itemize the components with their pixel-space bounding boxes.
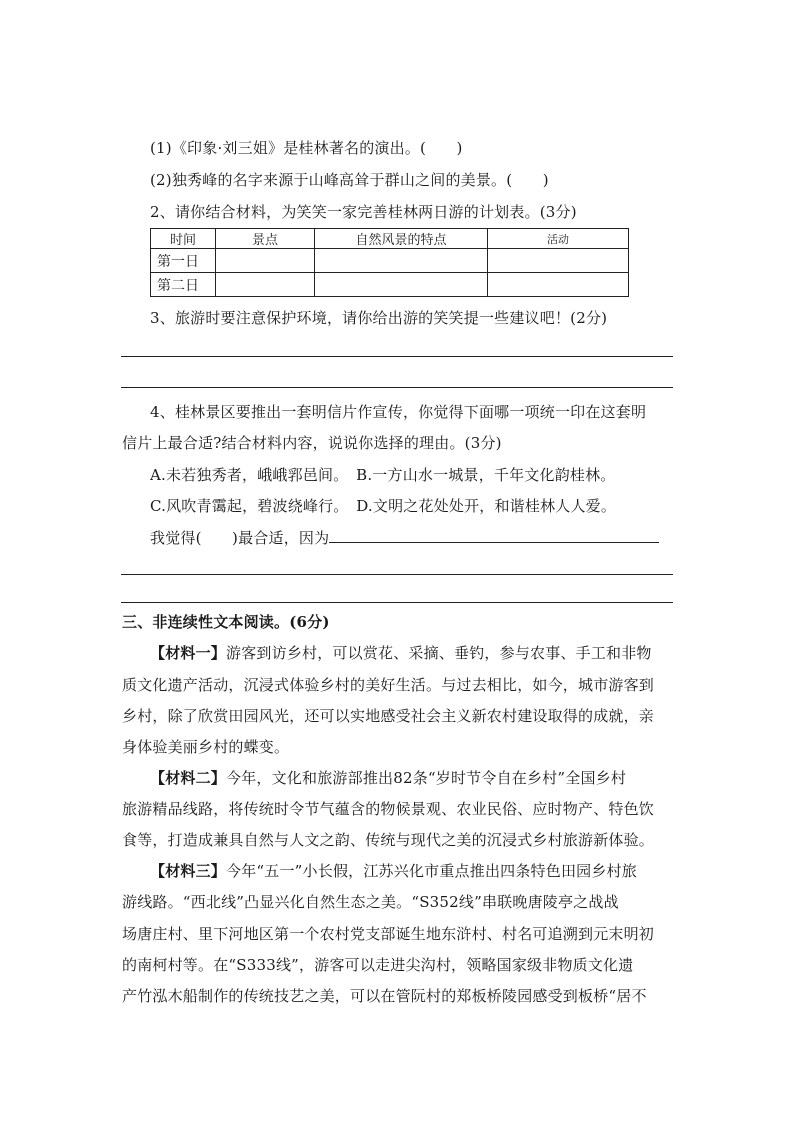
q2-prompt: 2、请你结合材料，为笑笑一家完善桂林两日游的计划表。(3分) — [150, 203, 577, 221]
trip-plan-table — [150, 228, 629, 297]
row-day-label: 第一日 — [151, 249, 216, 273]
material-3-line-3: 场唐庄村、里下河地区第一个农村党支部诞生地东浒村、村名可追溯到元末明初 — [122, 925, 655, 943]
material-1-line-2: 质文化遗产活动，沉浸式体验乡村的美好生活。与过去相比，如今，城市游客到 — [122, 676, 655, 694]
material-2-text: 今年，文化和旅游部推出82条“岁时节令自在乡村”全国乡村 — [226, 769, 627, 787]
header-activity: 活动 — [488, 229, 629, 249]
material-3-line-4: 的南柯村等。在“S333线”，游客可以走进尖沟村，领略国家级非物质文化遗 — [122, 956, 634, 974]
material-1-line-1 — [150, 643, 652, 663]
q4-prompt-line-1: 4、桂林景区要推出一套明信片作宣传，你觉得下面哪一项统一印在这套明 — [150, 403, 647, 421]
answer-line[interactable] — [121, 387, 673, 388]
material-2-line-1 — [150, 768, 626, 788]
section-3-title: 三、非连续性文本阅读。(6分) — [122, 613, 330, 631]
material-1-line-3: 乡村，除了欣赏田园风光，还可以实地感受社会主义新农村建设取得的成就，亲 — [122, 707, 655, 725]
q3-prompt: 3、旅游时要注意保护环境，请你给出游的笑笑提一些建议吧！(2分) — [150, 309, 608, 327]
material-3-label: 【材料三】 — [150, 862, 227, 880]
material-3-line-5: 产竹泓木船制作的传统技艺之美，可以在管阮村的郑板桥陵园感受到板桥“居不 — [122, 987, 647, 1005]
table-cell-blank[interactable] — [315, 273, 488, 297]
answer-line[interactable] — [121, 356, 673, 357]
table-row — [151, 249, 629, 273]
header-time: 时间 — [151, 229, 216, 249]
material-1-label: 【材料一】 — [150, 644, 227, 662]
table-cell-blank[interactable] — [488, 273, 629, 297]
material-2-label: 【材料二】 — [150, 769, 227, 787]
q4-answer-row — [150, 528, 659, 548]
q1-item-1: (1)《印象·刘三姐》是桂林著名的演出。( ) — [150, 139, 463, 157]
material-2-line-3: 食等，打造成兼具自然与人文之韵、传统与现代之美的沉浸式乡村旅游新体验。 — [122, 831, 655, 849]
answer-line[interactable] — [121, 602, 673, 603]
table-header-row — [151, 229, 629, 249]
table-cell-blank[interactable] — [488, 249, 629, 273]
table-row — [151, 273, 629, 297]
header-scenery-features: 自然风景的特点 — [315, 229, 488, 249]
material-2-line-2: 旅游精品线路，将传统时令节气蕴含的物候景观、农业民俗、应时物产、特色饮 — [122, 800, 655, 818]
q4-answer-prefix: 我觉得( )最合适，因为 — [150, 529, 330, 547]
q4-prompt-line-2: 信片上最合适?结合材料内容，说说你选择的理由。(3分) — [122, 434, 502, 452]
row-day-label: 第二日 — [151, 273, 216, 297]
header-spot: 景点 — [216, 229, 315, 249]
material-1-line-4: 身体验美丽乡村的蝶变。 — [122, 738, 290, 756]
material-3-line-2: 游线路。“西北线”凸显兴化自然生态之美。“S352线”串联晚唐陵亭之战战 — [122, 893, 619, 911]
answer-line[interactable] — [329, 542, 659, 543]
table-cell-blank[interactable] — [216, 273, 315, 297]
material-3-text: 今年“五一”小长假，江苏兴化市重点推出四条特色田园乡村旅 — [226, 862, 637, 880]
table-cell-blank[interactable] — [216, 249, 315, 273]
q4-options-cd: C.风吹青霭起，碧波绕峰行。 D.文明之花处处开，和谐桂林人人爱。 — [150, 497, 617, 515]
material-3-line-1 — [150, 861, 637, 881]
table-cell-blank[interactable] — [315, 249, 488, 273]
answer-line[interactable] — [121, 574, 673, 575]
material-1-text: 游客到访乡村，可以赏花、采摘、垂钓，参与农事、手工和非物 — [226, 644, 652, 662]
q1-item-2: (2)独秀峰的名字来源于山峰高耸于群山之间的美景。( ) — [150, 171, 549, 189]
q4-options-ab: A.未若独秀者，峨峨郛邑间。 B.一方山水一城景，千年文化韵桂林。 — [150, 466, 616, 484]
